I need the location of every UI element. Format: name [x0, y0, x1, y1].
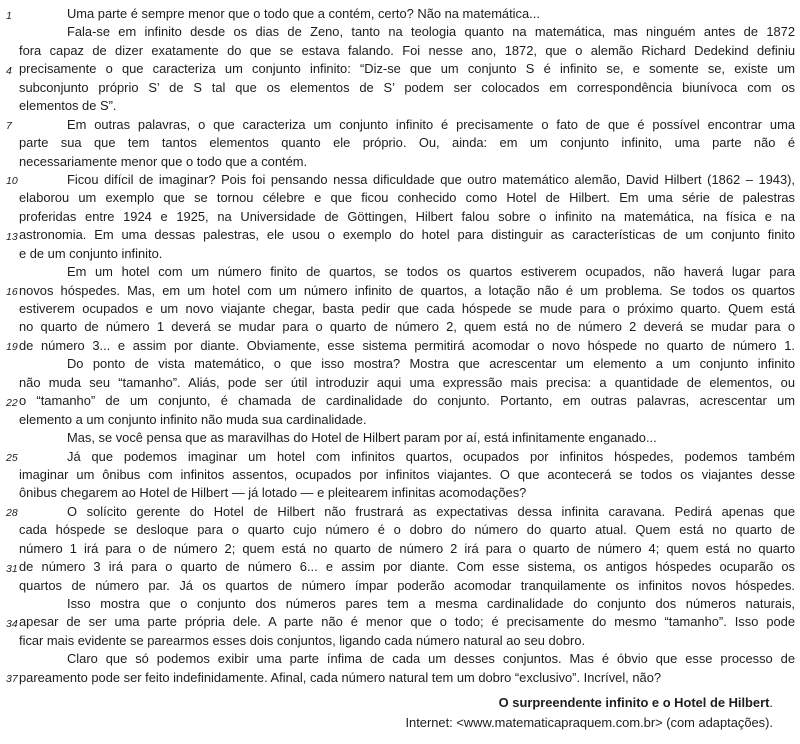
- line-text: Ficou difícil de imaginar? Pois foi pensando nessa dificuldade que outro matemático alemão, David Hilbert (1862 – 1943),: [67, 171, 795, 187]
- text-line: [19, 189, 795, 207]
- text-line: [19, 521, 795, 539]
- text-lines: [6, 5, 795, 687]
- source-citation: [19, 693, 795, 732]
- text-line: [19, 484, 795, 502]
- line-text: elementos de S”.: [19, 98, 117, 114]
- text-line: [19, 429, 795, 447]
- line-text: ônibus chegarem ao Hotel de Hilbert — já lotado — e pleitearem infinitas acomodações?: [19, 485, 527, 501]
- text-line: [19, 355, 795, 373]
- line-text: e de um conjunto infinito.: [19, 245, 163, 261]
- line-text: Já que podemos imaginar um hotel com infinitos quartos, ocupados por infinitos hóspedes, podemos também: [67, 448, 795, 464]
- line-number: 31: [6, 562, 18, 575]
- line-text: Fala-se em infinito desde os dias de Zeno, tanto na teologia quanto na matemática, mas ninguém antes de 1872: [67, 24, 795, 40]
- line-number: 10: [6, 175, 18, 188]
- line-text: parte sua que tem tantos elementos quanto ele próprio. Ou, ainda: em um conjunto infinito, uma parte não é: [19, 135, 795, 151]
- text-line: [19, 595, 795, 613]
- line-text: de número 3... e assim por diante. Obviamente, esse sistema permitirá acomodar o novo hóspede no quarto de número 1.: [19, 337, 795, 353]
- line-text: proferidas entre 1924 e 1925, na Universidade de Göttingen, Hilbert falou sobre o infinito na matemática, na física e na: [19, 208, 795, 224]
- line-text: fora capaz de dizer exatamente do que se estava falando. Foi nesse ano, 1872, que o alemão Richard Dedekind definiu: [19, 42, 795, 58]
- text-line: [6, 392, 795, 410]
- line-number: 1: [6, 9, 12, 22]
- text-line: [19, 245, 795, 263]
- line-text: novos hóspedes. Mas, em um hotel com um número infinito de quartos, a lotação não é um problema. Se todos os quartos: [19, 282, 795, 298]
- text-line: [19, 466, 795, 484]
- line-text: subconjunto próprio S’ de S tal que os elementos de S’ podem ser colocados em correspondência biunívoca com os: [19, 79, 795, 95]
- line-text: Uma parte é sempre menor que o todo que a contém, certo? Não na matemática...: [67, 6, 540, 21]
- line-text: elaborou um exemplo que se tornou célebre e que ficou conhecido como Hotel de Hilbert. Em uma série de palestras: [19, 190, 795, 206]
- line-number: 25: [6, 452, 18, 464]
- text-line: [6, 5, 795, 23]
- text-line: [6, 60, 795, 78]
- text-line: [19, 263, 795, 281]
- text-line: [6, 503, 795, 521]
- source-reference: Internet: <www.matematicapraquem.com.br> (com adaptações).: [405, 714, 773, 730]
- source-title: O surpreendente infinito e o Hotel de Hilbert: [498, 695, 770, 711]
- line-text: Em outras palavras, o que caracteriza um conjunto infinito é precisamente o fato de que é possível encontrar uma: [67, 116, 795, 132]
- line-text: elemento a um conjunto infinito não muda sua cardinalidade.: [19, 411, 367, 427]
- text-line: [19, 97, 795, 115]
- line-number: 34: [6, 617, 18, 630]
- line-text: O solícito gerente do Hotel de Hilbert não frustrará as expectativas dessa infinita caravana. Pedirá apenas que: [67, 503, 795, 519]
- line-text: Em um hotel com um número finito de quartos, se todos os quartos estiverem ocupados, não haverá lugar para: [67, 264, 795, 280]
- line-text: no quarto de número 1 deverá se mudar para o quarto de número 2, quem está no de número 2 deverá se mudar para o: [19, 319, 795, 335]
- line-text: Isso mostra que o conjunto dos números pares tem a mesma cardinalidade do conjunto dos números naturais,: [67, 596, 795, 611]
- source-title-period: .: [769, 695, 773, 711]
- text-line: [19, 153, 795, 171]
- line-text: apesar de ser uma parte própria dele. A parte não é menor que o todo; é precisamente do mesmo “tamanho”. Isso pode: [19, 614, 795, 630]
- line-text: Claro que só podemos exibir uma parte ínfima de cada um desses conjuntos. Mas é óbvio que esse processo de: [67, 651, 795, 667]
- line-number: 16: [6, 286, 18, 299]
- line-text: estiverem ocupados e um novo viajante chegar, basta pedir que cada hóspede se mude para o próximo quarto. Quem está: [19, 301, 795, 316]
- line-number: 19: [6, 341, 18, 354]
- text-line: [6, 116, 795, 134]
- line-text: cada hóspede se desloque para o quarto cujo número é o dobro do número do quarto atual. Quem está no quarto de: [19, 522, 795, 538]
- text-line: [6, 282, 795, 300]
- line-text: ficar mais evidente se parearmos esses dois conjuntos, ligando cada número natural ao seu dobro.: [19, 632, 586, 648]
- text-line: [19, 650, 795, 668]
- line-text: imaginar um ônibus com infinitos assentos, ocupados por infinitos viajantes. O que acontecerá se todos os viajantes desse: [19, 466, 795, 482]
- line-number: 37: [6, 673, 18, 686]
- line-text: astronomia. Em uma dessas palestras, ele usou o exemplo do hotel para distinguir as características de um conjunto finito: [19, 227, 795, 243]
- text-line: [6, 337, 795, 355]
- line-text: número 1 irá para o de número 2; quem está no quarto de número 2 irá para o quarto de número 4; quem está no quarto: [19, 540, 795, 556]
- line-text: o “tamanho” de um conjunto, é chamada de cardinalidade do conjunto. Portanto, em outras palavras, acrescentar um: [19, 393, 795, 409]
- line-number: 22: [6, 396, 18, 409]
- line-text: Do ponto de vista matemático, o que isso mostra? Mostra que acrescentar um elemento a um conjunto infinito: [67, 356, 795, 372]
- text-line: [19, 23, 795, 41]
- text-line: [6, 669, 795, 687]
- text-line: [19, 374, 795, 392]
- line-text: de número 3 irá para o quarto de número 6... e assim por diante. Com esse sistema, os antigos hóspedes ocuparão os: [19, 559, 795, 575]
- line-number: 13: [6, 230, 18, 243]
- text-line: [19, 42, 795, 60]
- text-line: [19, 134, 795, 152]
- line-text: Mas, se você pensa que as maravilhas do Hotel de Hilbert param por aí, está infinitamente enganado...: [67, 430, 657, 446]
- line-text: pareamento pode ser feito indefinidamente. Afinal, cada número natural tem um dobro “exclusivo”. Incrível, não?: [19, 669, 662, 685]
- text-line: [19, 79, 795, 97]
- text-line: [19, 300, 795, 318]
- document-page: [6, 5, 795, 732]
- text-line: [19, 632, 795, 650]
- text-line: [19, 208, 795, 226]
- line-number: 28: [6, 507, 18, 520]
- line-text: necessariamente menor que o todo que a contém.: [19, 153, 308, 169]
- text-line: [6, 448, 795, 466]
- text-line: [6, 558, 795, 576]
- line-text: não muda seu “tamanho”. Aliás, pode ser útil introduzir aqui uma expressão mais precisa: a quantidade de elementos, ou: [19, 374, 795, 390]
- text-line: [6, 226, 795, 244]
- text-line: [19, 411, 795, 429]
- text-line: [6, 171, 795, 189]
- line-number: 7: [6, 120, 12, 133]
- line-number: 4: [6, 64, 12, 77]
- text-line: [19, 540, 795, 558]
- line-text: quartos de número par. Já os quartos de número ímpar poderão acomodar tranquilamente os infinitos novos hóspedes.: [19, 577, 795, 593]
- text-line: [19, 577, 795, 595]
- text-line: [19, 318, 795, 336]
- text-line: [6, 613, 795, 631]
- line-text: precisamente o que caracteriza um conjunto infinito: “Diz-se que um conjunto S é infinito se, e somente se, existe um: [19, 61, 795, 77]
- source-title-line: [19, 693, 773, 713]
